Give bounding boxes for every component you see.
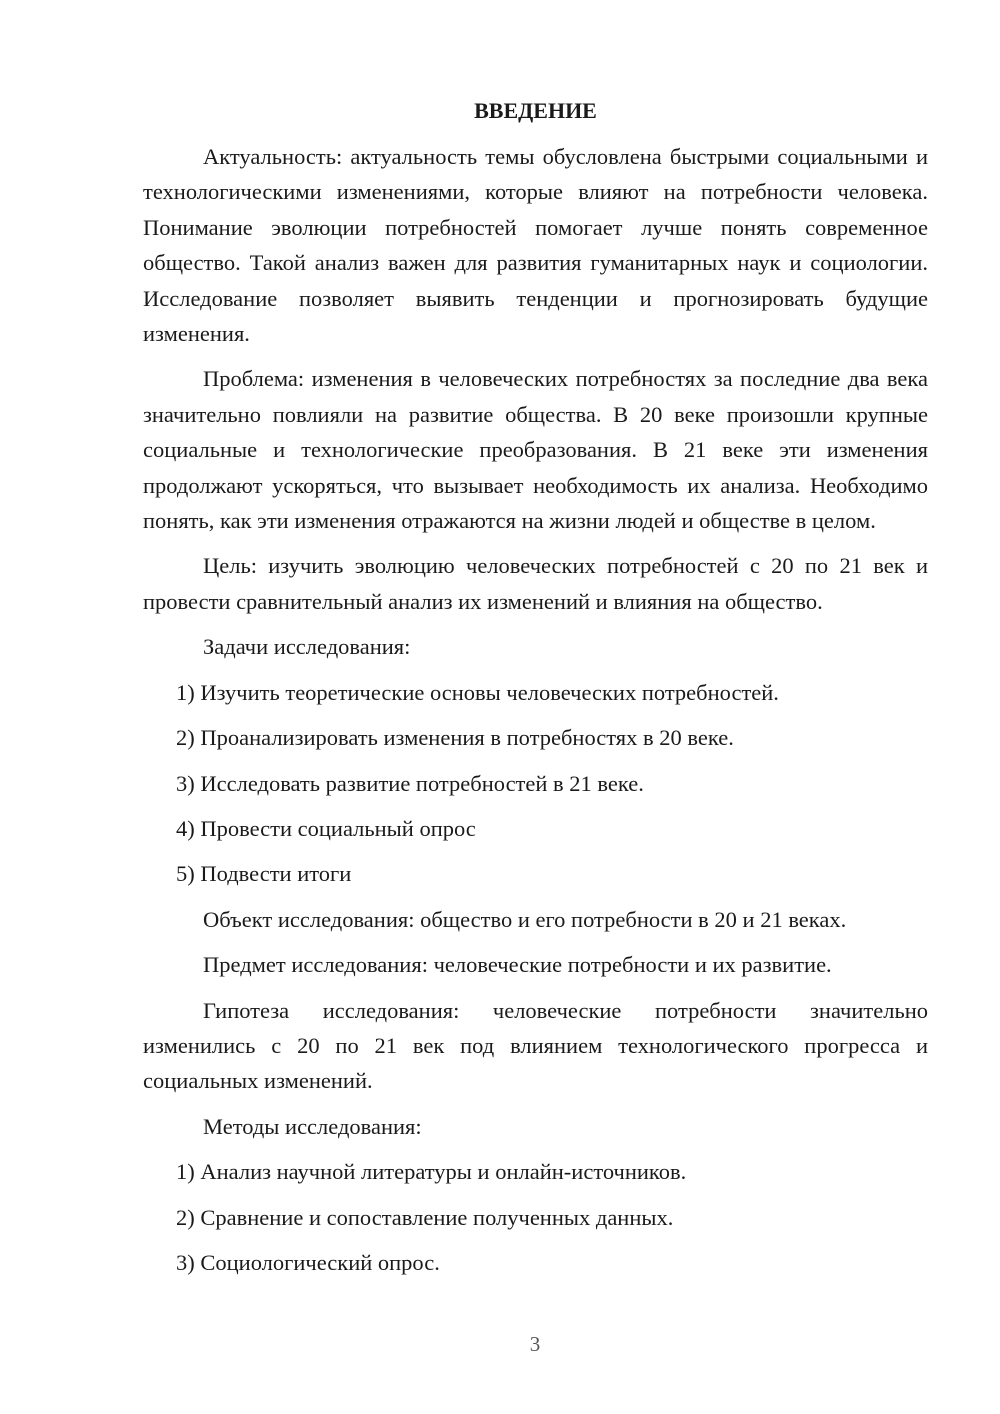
relevance-paragraph: Актуальность: актуальность темы обусловлена быстрыми социальными и технологическими изменениями, которые влияют на потребности человека. Понимание эволюции потребностей помогает лучше понять современное общество. Такой анализ важен для развития гуманитарных наук и социологии. Исследование позволяет выявить тенденции и прогнозировать будущие изменения. — [143, 144, 928, 347]
list-item: 3) Социологический опрос. — [176, 1249, 440, 1275]
goal-paragraph: Цель: изучить эволюцию человеческих потребностей с 20 по 21 век и провести сравнительный анализ их изменений и влияния на общество. — [143, 553, 928, 614]
page-title: ВВЕДЕНИЕ — [474, 98, 597, 123]
hypothesis-paragraph: Гипотеза исследования: человеческие потребности значительно изменились с 20 по 21 век под влиянием технологического прогресса и социальных изменений. — [143, 997, 928, 1094]
document-body — [143, 95, 928, 1290]
object-paragraph: Объект исследования: общество и его потребности в 20 и 21 веках. — [203, 906, 847, 932]
list-item: 5) Подвести итоги — [176, 861, 352, 887]
tasks-list — [143, 675, 928, 892]
tasks-label: Задачи исследования: — [203, 634, 411, 660]
list-item: 4) Провести социальный опрос — [176, 815, 476, 841]
methods-list — [143, 1154, 928, 1280]
page-number: 3 — [529, 1332, 541, 1356]
list-item: 3) Исследовать развитие потребностей в 21 веке. — [176, 770, 644, 796]
list-item: 1) Изучить теоретические основы человеческих потребностей. — [176, 679, 779, 705]
list-item: 2) Сравнение и сопоставление полученных данных. — [176, 1204, 674, 1230]
problem-paragraph: Проблема: изменения в человеческих потребностях за последние два века значительно повлияли на развитие общества. В 20 веке произошли крупные социальные и технологические преобразования. В 21 веке эти изменения продолжают ускоряться, что вызывает необходимость их анализа. Необходимо понять, как эти изменения отражаются на жизни людей и обществе в целом. — [143, 366, 928, 534]
list-item: 2) Проанализировать изменения в потребностях в 20 веке. — [176, 725, 734, 751]
subject-paragraph: Предмет исследования: человеческие потребности и их развитие. — [203, 952, 832, 978]
methods-label: Методы исследования: — [203, 1113, 422, 1139]
list-item: 1) Анализ научной литературы и онлайн-источников. — [176, 1159, 687, 1185]
